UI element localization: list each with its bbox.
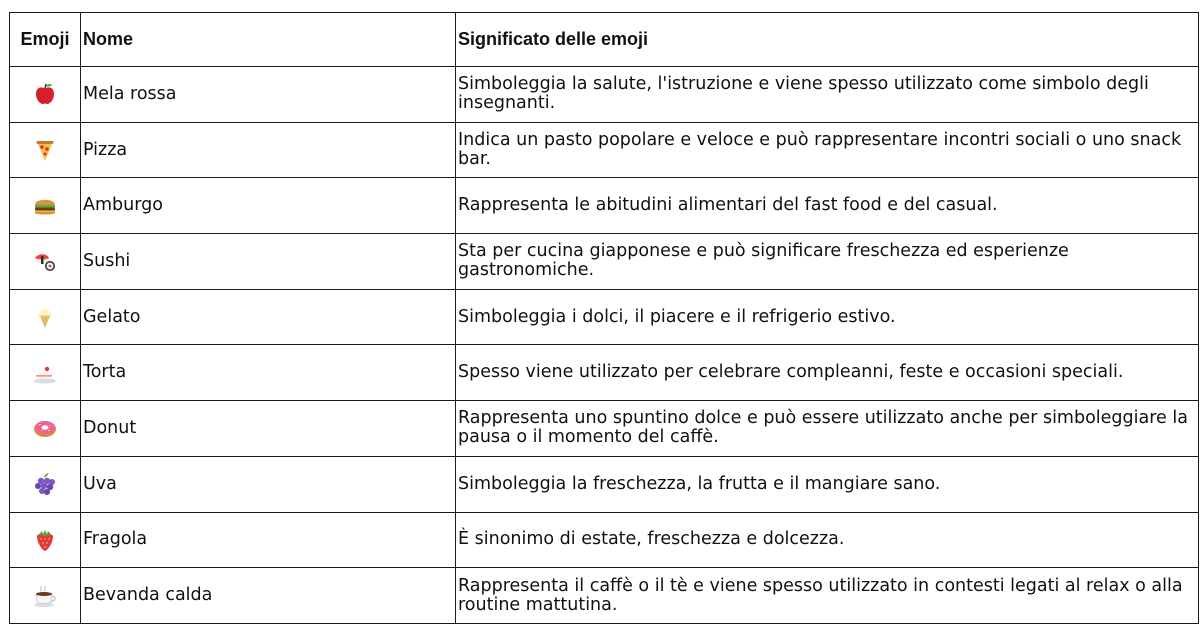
meaning-cell: È sinonimo di estate, freschezza e dolcezza.	[456, 512, 1199, 568]
hamburger-icon	[32, 193, 58, 219]
strawberry-icon	[32, 527, 58, 553]
emoji-cell	[10, 289, 81, 345]
table-row	[10, 67, 1199, 123]
emoji-meaning-table	[9, 12, 1199, 624]
ice-cream-icon	[32, 304, 58, 330]
emoji-cell	[10, 568, 81, 624]
table-row	[10, 234, 1199, 290]
name-cell: Torta	[81, 345, 456, 401]
donut-icon	[32, 415, 58, 441]
meaning-cell: Simboleggia i dolci, il piacere e il refrigerio estivo.	[456, 289, 1199, 345]
emoji-cell	[10, 234, 81, 290]
table-row	[10, 401, 1199, 457]
meaning-cell: Simboleggia la freschezza, la frutta e il mangiare sano.	[456, 456, 1199, 512]
column-header-emoji: Emoji	[10, 13, 81, 67]
table-row	[10, 568, 1199, 624]
grapes-icon	[32, 471, 58, 497]
sushi-icon	[32, 248, 58, 274]
table-row	[10, 512, 1199, 568]
name-cell: Gelato	[81, 289, 456, 345]
emoji-cell	[10, 178, 81, 234]
column-header-meaning: Significato delle emoji	[456, 13, 1199, 67]
emoji-cell	[10, 67, 81, 123]
meaning-cell: Indica un pasto popolare e veloce e può rappresentare incontri sociali o uno snack bar.	[456, 122, 1199, 178]
emoji-cell	[10, 401, 81, 457]
meaning-cell: Simboleggia la salute, l'istruzione e viene spesso utilizzato come simbolo degli insegnanti.	[456, 67, 1199, 123]
name-cell: Uva	[81, 456, 456, 512]
name-cell: Pizza	[81, 122, 456, 178]
name-cell: Fragola	[81, 512, 456, 568]
table-header-row	[10, 13, 1199, 67]
emoji-cell	[10, 345, 81, 401]
name-cell: Amburgo	[81, 178, 456, 234]
meaning-cell: Rappresenta le abitudini alimentari del fast food e del casual.	[456, 178, 1199, 234]
table-row	[10, 345, 1199, 401]
emoji-cell	[10, 512, 81, 568]
table-row	[10, 456, 1199, 512]
hot-beverage-icon	[32, 583, 58, 609]
column-header-name: Nome	[81, 13, 456, 67]
red-apple-icon	[32, 81, 58, 107]
table-row	[10, 122, 1199, 178]
name-cell: Donut	[81, 401, 456, 457]
table-row	[10, 178, 1199, 234]
name-cell: Mela rossa	[81, 67, 456, 123]
pizza-icon	[32, 137, 58, 163]
emoji-cell	[10, 122, 81, 178]
name-cell: Bevanda calda	[81, 568, 456, 624]
cake-icon	[32, 360, 58, 386]
table-row	[10, 289, 1199, 345]
meaning-cell: Rappresenta il caffè o il tè e viene spesso utilizzato in contesti legati al relax o alla routine mattutina.	[456, 568, 1199, 624]
meaning-cell: Sta per cucina giapponese e può significare freschezza ed esperienze gastronomiche.	[456, 234, 1199, 290]
meaning-cell: Spesso viene utilizzato per celebrare compleanni, feste e occasioni speciali.	[456, 345, 1199, 401]
meaning-cell: Rappresenta uno spuntino dolce e può essere utilizzato anche per simboleggiare la pausa o il momento del caffè.	[456, 401, 1199, 457]
name-cell: Sushi	[81, 234, 456, 290]
emoji-cell	[10, 456, 81, 512]
